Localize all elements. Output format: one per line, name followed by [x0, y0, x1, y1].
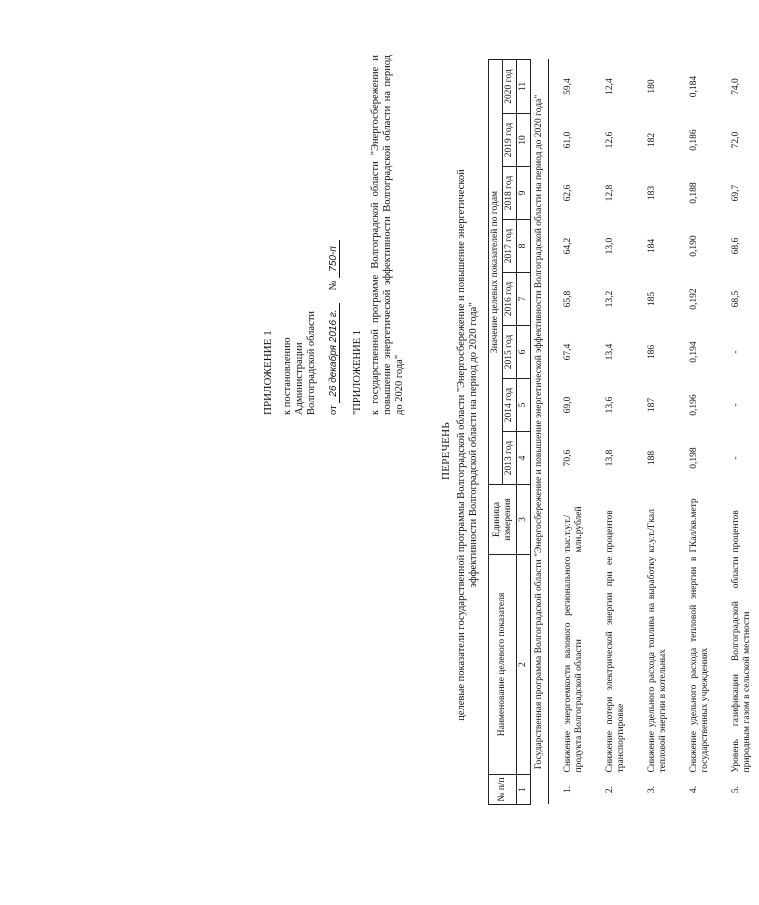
resolution-line: к постановлению — [282, 337, 293, 415]
col-number: 3 — [517, 485, 531, 555]
row-number: 2. — [605, 785, 615, 794]
row-value: 70,6 — [563, 449, 573, 467]
col-number: 9 — [517, 167, 531, 220]
row-name: Снижение энергоемкости валового регионального продукта Волгоградской области — [563, 556, 584, 773]
row-value: 0,190 — [689, 235, 699, 257]
resolution-number: 750-п — [328, 240, 340, 278]
table-row — [549, 60, 592, 805]
resolution-date: 26 декабря 2016 г. — [328, 303, 340, 402]
row-number: 3. — [647, 785, 657, 794]
row-value: 184 — [647, 238, 657, 254]
row-value: 13,6 — [605, 396, 615, 414]
row-value: 59,4 — [563, 78, 573, 95]
section-row — [531, 60, 549, 805]
resolution-date-line — [328, 240, 340, 415]
row-value: - — [731, 403, 741, 407]
administration-line: Администрации — [294, 342, 305, 415]
row-value: 13,4 — [605, 343, 615, 361]
row-value: 64,2 — [563, 237, 573, 255]
col-number: 11 — [517, 60, 531, 114]
col-header-year: 2015 год — [503, 326, 517, 379]
table-row — [633, 60, 675, 805]
row-value: 13,0 — [605, 237, 615, 255]
row-number: 1. — [563, 785, 573, 794]
col-number: 8 — [517, 220, 531, 273]
row-unit: тыс.т.у.т./ млн.рублей — [563, 506, 584, 553]
col-number: 4 — [517, 432, 531, 485]
row-unit: процентов — [731, 510, 741, 553]
table-row — [591, 60, 633, 805]
col-header-values-group: Значение целевых показателей по годам — [489, 60, 503, 485]
row-value: 180 — [647, 79, 657, 94]
col-number: 6 — [517, 326, 531, 379]
row-unit: ГКал/кв.метр — [689, 498, 699, 553]
row-value: 13,2 — [605, 290, 615, 308]
appendix-title: ПРИЛОЖЕНИЕ 1 — [262, 330, 274, 415]
row-value: 65,8 — [563, 290, 573, 308]
row-number: 4. — [689, 785, 699, 794]
col-number: 7 — [517, 273, 531, 326]
row-value: 61,0 — [563, 131, 573, 149]
header-row-1 — [489, 60, 503, 805]
row-value: 185 — [647, 291, 657, 307]
row-value: 72,0 — [731, 131, 741, 149]
row-value: 12,6 — [605, 131, 615, 149]
row-value: 12,8 — [605, 184, 615, 202]
col-header-year: 2014 год — [503, 379, 517, 432]
col-header-year: 2019 год — [503, 114, 517, 167]
indicators-table — [488, 59, 759, 805]
table-row — [675, 60, 717, 805]
row-value: - — [731, 456, 741, 460]
col-number: 10 — [517, 114, 531, 167]
row-value: 182 — [647, 132, 657, 148]
row-value: 186 — [647, 344, 657, 360]
document-title: ПЕРЕЧЕНЬ — [440, 421, 452, 480]
row-value: 0,198 — [689, 447, 699, 469]
row-value: - — [731, 350, 741, 354]
row-value: 0,192 — [689, 288, 699, 310]
row-name: Снижение потери электрической энергии при ее транспортировке — [605, 556, 626, 773]
row-value: 67,4 — [563, 343, 573, 361]
row-value: 12,4 — [605, 78, 615, 95]
row-value: 62,6 — [563, 184, 573, 202]
date-prefix: от — [328, 405, 339, 415]
row-unit: процентов — [605, 510, 615, 553]
document-subtitle: целевые показатели государственной программы Волгоградской области "Энергосбережение и повышение энергетической эффективности Волгоградской области на период до 2020 года" — [456, 169, 479, 721]
table-row — [717, 60, 759, 805]
col-header-unit: Единица измерения — [489, 485, 517, 555]
row-value: 0,188 — [689, 182, 699, 204]
row-value: 68,5 — [731, 290, 741, 308]
col-header-num: № п/п — [489, 775, 517, 805]
col-number: 1 — [517, 775, 531, 805]
row-name: Уровень газификации Волгоградской области природным газом в сельской местности — [731, 556, 752, 773]
row-value: 0,196 — [689, 394, 699, 416]
column-number-row — [517, 60, 531, 805]
row-value: 188 — [647, 450, 657, 466]
program-reference: к государственной программе Волгоградской области "Энергосбережение и повышение энергетической эффективности Волгоградской области на период до 2020 года" — [370, 55, 405, 415]
row-value: 68,6 — [731, 237, 741, 255]
col-header-year: 2016 год — [503, 273, 517, 326]
col-number: 5 — [517, 379, 531, 432]
row-value: 74,0 — [731, 78, 741, 95]
col-header-name: Наименование целевого показателя — [489, 555, 517, 775]
row-value: 183 — [647, 185, 657, 201]
row-value: 13,8 — [605, 449, 615, 467]
col-header-year: 2018 год — [503, 167, 517, 220]
col-header-year: 2013 год — [503, 432, 517, 485]
row-number: 5. — [731, 785, 741, 794]
row-value: 69,0 — [563, 396, 573, 414]
row-value: 0,184 — [689, 75, 699, 98]
number-prefix: № — [328, 280, 339, 291]
row-name: Снижение удельного расхода тепловой энергии в государственных учреждениях — [689, 556, 710, 773]
quoted-appendix: "ПРИЛОЖЕНИЕ 1 — [352, 329, 363, 415]
row-name: Снижение удельного расхода топлива на выработку тепловой энергии в котельных — [647, 556, 668, 773]
col-number: 2 — [517, 555, 531, 775]
region-line: Волгоградской области — [306, 310, 317, 415]
section-title: Государственная программа Волгоградской области "Энергосбережение и повышение энергетической эффективности Волгоградской области на период до 2020 года" — [531, 60, 549, 805]
row-value: 0,194 — [689, 341, 699, 363]
col-header-year: 2017 год — [503, 220, 517, 273]
col-header-year: 2020 год — [503, 60, 517, 114]
row-value: 0,186 — [689, 129, 699, 151]
row-unit: кг.у.т./Гкал — [647, 509, 657, 553]
row-value: 69,7 — [731, 184, 741, 202]
row-value: 187 — [647, 397, 657, 413]
